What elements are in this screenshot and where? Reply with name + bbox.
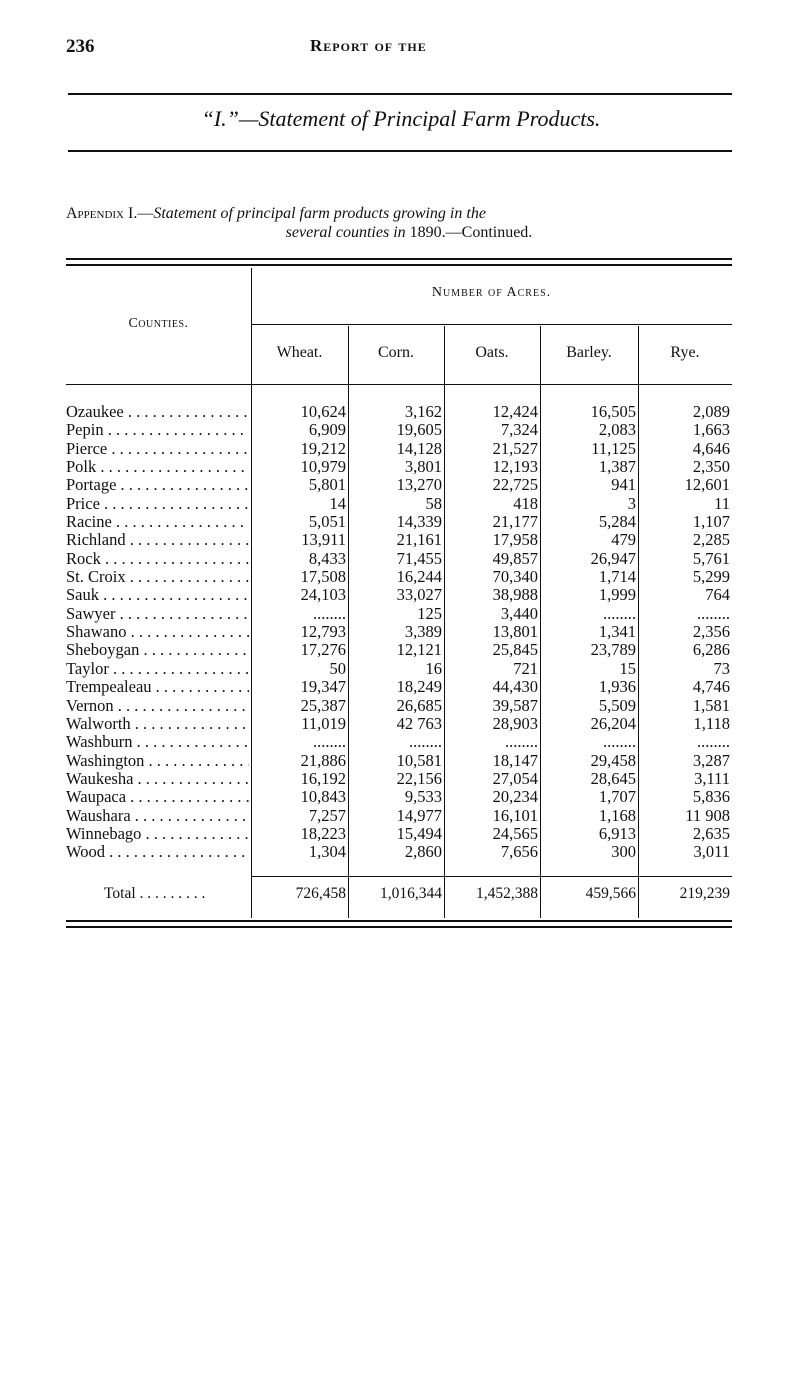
cell-corn: 71,455 (396, 548, 442, 568)
section-rule (68, 150, 732, 152)
cell-barley: 23,789 (590, 640, 636, 660)
county-name: Pepin . . . (66, 421, 249, 439)
table-row (66, 495, 732, 513)
cell-barley: 5,509 (598, 695, 636, 715)
cell-wheat: 17,508 (300, 567, 346, 587)
cell-rye: 2,089 (692, 402, 730, 421)
cell-oats: 21,177 (492, 512, 538, 532)
cell-oats: ........ (505, 732, 538, 752)
table-body (66, 403, 732, 862)
cell-rye: 11 (714, 493, 730, 513)
cell-rye: 4,646 (692, 438, 730, 458)
cell-corn: 58 (425, 493, 442, 513)
total-label: Total . . . . . . . . . (104, 885, 206, 902)
cell-rye: 2,635 (692, 823, 730, 843)
cell-rye: 12,601 (684, 475, 730, 495)
cell-corn: ........ (409, 732, 442, 752)
cell-barley: 2,083 (598, 420, 636, 440)
running-head: Report of the (310, 36, 427, 55)
table-row (66, 807, 732, 825)
cell-wheat: 10,979 (300, 457, 346, 477)
table-bottom-rule-1 (66, 920, 732, 922)
cell-wheat: 10,624 (300, 402, 346, 421)
cell-oats: 44,430 (492, 677, 538, 697)
cell-barley: 26,947 (590, 548, 636, 568)
cell-corn: 10,581 (396, 750, 442, 770)
cell-wheat: 10,843 (300, 787, 346, 807)
cell-wheat: ........ (313, 732, 346, 752)
cell-barley: 5,284 (598, 512, 636, 532)
table-row (66, 788, 732, 806)
county-name: Washington . . . (66, 752, 249, 770)
cell-oats: 3,440 (500, 603, 538, 623)
table-row (66, 605, 732, 623)
cell-corn: 22,156 (396, 768, 442, 788)
column-header-corn: Corn. (378, 344, 414, 361)
cell-oats: 38,988 (492, 585, 538, 605)
cell-wheat: 1,304 (308, 842, 346, 862)
table-row (66, 531, 732, 549)
cell-barley: 1,999 (598, 585, 636, 605)
cell-barley: ........ (603, 603, 636, 623)
cell-rye: 5,299 (692, 567, 730, 587)
county-name: Taylor . . . (66, 660, 249, 678)
cell-corn: 21,161 (396, 530, 442, 550)
page-number: 236 (66, 36, 95, 57)
cell-barley: 941 (611, 475, 636, 495)
county-name: Wood . . . (66, 843, 249, 861)
county-name: Sawyer . . . (66, 605, 249, 623)
top-rule (68, 93, 732, 95)
county-name: Portage . . . (66, 476, 249, 494)
total-row (66, 885, 732, 905)
table-row (66, 697, 732, 715)
county-name: Waukesha . . . (66, 770, 249, 788)
cell-oats: 13,801 (492, 622, 538, 642)
cell-corn: 3,162 (404, 402, 442, 421)
table-row (66, 440, 732, 458)
county-name: Polk . . . (66, 458, 249, 476)
cell-oats: 27,054 (492, 768, 538, 788)
cell-rye: 3,287 (692, 750, 730, 770)
cell-wheat: 18,223 (300, 823, 346, 843)
table-row (66, 770, 732, 788)
cell-corn: 16 (425, 658, 442, 678)
county-name: Richland . . . (66, 531, 249, 549)
cell-barley: 1,168 (598, 805, 636, 825)
county-name: Rock . . . (66, 550, 249, 568)
county-name: Price . . . (66, 495, 249, 513)
cell-barley: 1,936 (598, 677, 636, 697)
cell-oats: 7,656 (500, 842, 538, 862)
cell-rye: ........ (697, 603, 730, 623)
table-caption (66, 204, 732, 242)
data-table (66, 258, 732, 938)
cell-oats: 12,424 (492, 402, 538, 421)
caption-dash: — (137, 205, 154, 222)
acres-group-header: Number of Acres. (431, 285, 552, 300)
table-bottom-rule-2 (66, 926, 732, 928)
table-row (66, 678, 732, 696)
cell-wheat: 14 (329, 493, 346, 513)
table-row (66, 513, 732, 531)
table-row (66, 623, 732, 641)
cell-corn: 12,121 (396, 640, 442, 660)
counties-header: Counties. (128, 316, 189, 331)
total-rule (251, 876, 732, 877)
cell-corn: 14,128 (396, 438, 442, 458)
cell-rye: 3,011 (693, 842, 730, 862)
cell-corn: 14,977 (396, 805, 442, 825)
cell-oats: 25,845 (492, 640, 538, 660)
cell-oats: 70,340 (492, 567, 538, 587)
county-name: Washburn . . . (66, 733, 249, 751)
column-header-rye: Rye. (670, 344, 700, 361)
table-row (66, 458, 732, 476)
cell-corn: 33,027 (396, 585, 442, 605)
cell-corn: 19,605 (396, 420, 442, 440)
cell-corn: 14,339 (396, 512, 442, 532)
table-row (66, 733, 732, 751)
cell-corn: 2,860 (404, 842, 442, 862)
county-name: Walworth . . . (66, 715, 249, 733)
cell-wheat: 8,433 (308, 548, 346, 568)
cell-rye: 5,836 (692, 787, 730, 807)
section-title: “I.”—Statement of Principal Farm Products. (201, 106, 601, 131)
total-barley: 459,566 (585, 885, 636, 902)
table-row (66, 550, 732, 568)
cell-rye: 2,285 (692, 530, 730, 550)
cell-barley: ........ (603, 732, 636, 752)
cell-oats: 20,234 (492, 787, 538, 807)
cell-barley: 16,505 (590, 402, 636, 421)
cell-wheat: 24,103 (300, 585, 346, 605)
table-row (66, 403, 732, 421)
table-top-rule-2 (66, 264, 732, 266)
cell-barley: 11,125 (591, 438, 636, 458)
cell-oats: 28,903 (492, 713, 538, 733)
cell-rye: 1,663 (692, 420, 730, 440)
cell-wheat: 6,909 (308, 420, 346, 440)
cell-wheat: 16,192 (300, 768, 346, 788)
cell-rye: 5,761 (692, 548, 730, 568)
cell-barley: 26,204 (590, 713, 636, 733)
group-header-rule (251, 324, 732, 325)
cell-rye: 11 908 (685, 805, 730, 825)
cell-barley: 479 (611, 530, 636, 550)
cell-wheat: 17,276 (300, 640, 346, 660)
county-name: Shawano . . . (66, 623, 249, 641)
cell-wheat: 7,257 (308, 805, 346, 825)
cell-barley: 15 (619, 658, 636, 678)
table-row (66, 752, 732, 770)
cell-oats: 12,193 (492, 457, 538, 477)
cell-rye: 1,118 (693, 713, 730, 733)
cell-wheat: 19,347 (300, 677, 346, 697)
cell-rye: ........ (697, 732, 730, 752)
table-row (66, 825, 732, 843)
cell-oats: 16,101 (492, 805, 538, 825)
cell-wheat: 13,911 (301, 530, 346, 550)
caption-lead: Appendix I. (66, 205, 138, 222)
table-top-rule-1 (66, 258, 732, 260)
cell-barley: 1,714 (598, 567, 636, 587)
table-row (66, 843, 732, 861)
cell-wheat: 50 (329, 658, 346, 678)
county-name: Sheboygan . . . (66, 641, 249, 659)
cell-barley: 1,707 (598, 787, 636, 807)
county-name: Racine . . . (66, 513, 249, 531)
total-oats: 1,452,388 (476, 885, 538, 902)
cell-corn: 42 763 (396, 713, 442, 733)
county-name: St. Croix . . . (66, 568, 249, 586)
total-rye: 219,239 (679, 885, 730, 902)
cell-corn: 26,685 (396, 695, 442, 715)
cell-oats: 18,147 (492, 750, 538, 770)
table-row (66, 476, 732, 494)
county-name: Ozaukee . . . (66, 403, 249, 421)
cell-barley: 3 (627, 493, 636, 513)
cell-oats: 49,857 (492, 548, 538, 568)
cell-rye: 1,581 (692, 695, 730, 715)
cell-rye: 6,286 (692, 640, 730, 660)
caption-text-2: several counties in (285, 224, 406, 241)
cell-wheat: 25,387 (300, 695, 346, 715)
cell-rye: 2,350 (692, 457, 730, 477)
cell-barley: 6,913 (598, 823, 636, 843)
table-row (66, 568, 732, 586)
column-header-wheat: Wheat. (276, 344, 323, 361)
county-name: Trempealeau . . . (66, 678, 249, 696)
cell-barley: 28,645 (590, 768, 636, 788)
cell-barley: 29,458 (590, 750, 636, 770)
total-corn: 1,016,344 (380, 885, 442, 902)
cell-rye: 4,746 (692, 677, 730, 697)
total-wheat: 726,458 (295, 885, 346, 902)
cell-wheat: ........ (313, 603, 346, 623)
cell-oats: 418 (513, 493, 538, 513)
table-row (66, 641, 732, 659)
cell-oats: 17,958 (492, 530, 538, 550)
cell-corn: 9,533 (404, 787, 442, 807)
table-row (66, 421, 732, 439)
cell-oats: 24,565 (492, 823, 538, 843)
column-header-barley: Barley. (566, 344, 612, 361)
column-header-oats: Oats. (475, 344, 509, 361)
county-name: Sauk . . . (66, 586, 249, 604)
cell-barley: 1,341 (598, 622, 636, 642)
county-name: Waushara . . . (66, 807, 249, 825)
cell-corn: 18,249 (396, 677, 442, 697)
cell-rye: 1,107 (692, 512, 730, 532)
caption-year: 1890.—Continued. (405, 224, 533, 241)
caption-text-1: Statement of principal farm products growing in the (153, 205, 486, 222)
county-name: Waupaca . . . (66, 788, 249, 806)
cell-rye: 73 (713, 658, 730, 678)
county-name: Pierce . . . (66, 440, 249, 458)
cell-wheat: 5,051 (308, 512, 346, 532)
cell-rye: 2,356 (692, 622, 730, 642)
cell-rye: 764 (705, 585, 730, 605)
cell-rye: 3,111 (694, 768, 730, 788)
cell-oats: 22,725 (492, 475, 538, 495)
cell-barley: 1,387 (598, 457, 636, 477)
column-header-rule (66, 384, 732, 385)
cell-barley: 300 (611, 842, 636, 862)
cell-wheat: 21,886 (300, 750, 346, 770)
table-row (66, 715, 732, 733)
cell-wheat: 11,019 (301, 713, 346, 733)
cell-corn: 3,801 (404, 457, 442, 477)
cell-wheat: 12,793 (300, 622, 346, 642)
county-name: Vernon . . . (66, 697, 249, 715)
cell-wheat: 5,801 (308, 475, 346, 495)
table-row (66, 586, 732, 604)
cell-oats: 39,587 (492, 695, 538, 715)
cell-corn: 125 (417, 603, 442, 623)
cell-oats: 7,324 (500, 420, 538, 440)
cell-oats: 721 (513, 658, 538, 678)
cell-corn: 15,494 (396, 823, 442, 843)
cell-corn: 13,270 (396, 475, 442, 495)
cell-oats: 21,527 (492, 438, 538, 458)
cell-wheat: 19,212 (300, 438, 346, 458)
cell-corn: 16,244 (396, 567, 442, 587)
county-name: Winnebago . . . (66, 825, 249, 843)
table-row (66, 660, 732, 678)
cell-corn: 3,389 (404, 622, 442, 642)
